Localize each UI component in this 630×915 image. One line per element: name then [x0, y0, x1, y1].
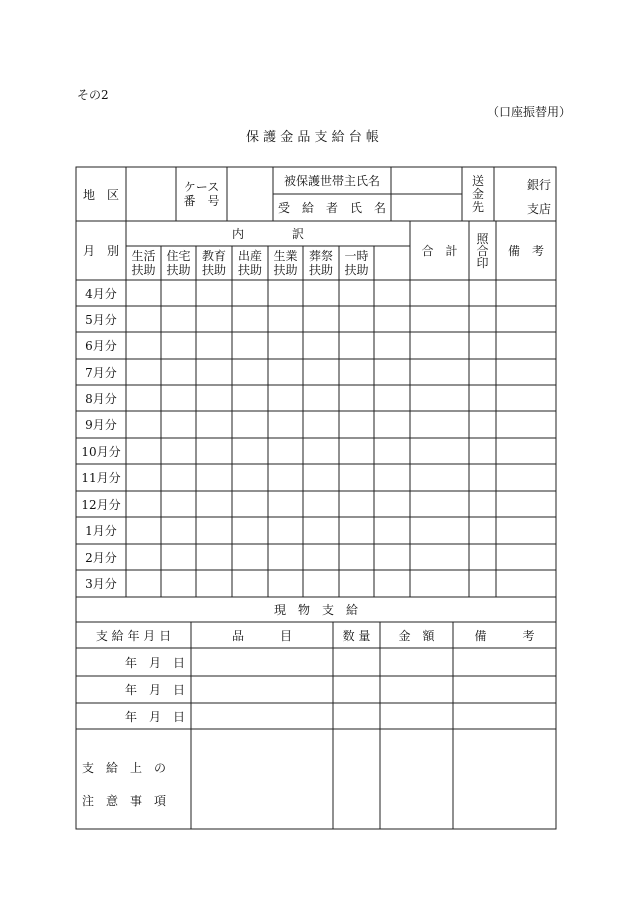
assistance-column-header: [232, 246, 268, 280]
column-header-line2: 扶助: [166, 263, 191, 277]
number-label: 番 号: [183, 194, 220, 208]
month-row-label: 6月分: [85, 339, 117, 353]
amount-header: 金 額: [398, 628, 435, 643]
assistance-column-header: [339, 246, 374, 280]
total-header: 合 計: [421, 244, 458, 258]
notes-label-line1: 支 給 上 の: [82, 761, 167, 775]
quantity-header: 数 量: [342, 628, 371, 643]
assistance-column-header: [126, 246, 161, 280]
assistance-column-header: [268, 246, 303, 280]
column-header-line1: 出産: [237, 249, 262, 263]
remarks-header: 備 考: [507, 244, 544, 258]
in-kind-date-cell: 年 月 日: [124, 709, 185, 724]
item-header: 品 目: [231, 628, 292, 643]
column-header-line2: 扶助: [273, 263, 298, 277]
month-row-label: 9月分: [85, 418, 117, 432]
account-transfer-note: （口座振替用）: [487, 105, 572, 119]
assistance-column-header: [161, 246, 196, 280]
month-row-label: 12月分: [81, 497, 121, 512]
column-header-line1: 教育: [201, 249, 226, 263]
bank-label: 銀行: [527, 178, 552, 192]
in-kind-date-cell: 年 月 日: [124, 655, 185, 670]
column-header-line1: 葬祭: [308, 249, 333, 263]
column-header-line1: 生業: [273, 249, 298, 263]
column-header-line2: 扶助: [131, 263, 156, 277]
month-row-label: 4月分: [85, 286, 117, 301]
column-header-line2: 扶助: [237, 263, 262, 277]
page-title: 保 護 金 品 支 給 台 帳: [246, 130, 379, 145]
district-label: 地 区: [82, 187, 119, 202]
case-number-label: [176, 167, 227, 221]
month-header: 月 別: [82, 244, 119, 258]
recipient-name-label: 受 給 者 氏 名: [277, 201, 386, 215]
notes-label-line2: 注 意 事 項: [82, 794, 167, 808]
column-header-line1: 住宅: [166, 249, 191, 263]
month-row-label: 1月分: [85, 524, 117, 538]
in-kind-date-cell: 年 月 日: [124, 683, 185, 697]
column-header-line2: 扶助: [344, 263, 369, 277]
in-kind-remarks-header: 備 考: [474, 628, 535, 643]
in-kind-title: 現 物 支 給: [273, 603, 358, 617]
month-row-label: 8月分: [85, 391, 117, 406]
month-row-label: 5月分: [85, 312, 117, 327]
form-number: その2: [77, 88, 109, 102]
remittance-label: 送金先: [472, 173, 485, 214]
check-seal-header: 照合印: [476, 231, 489, 270]
branch-label: 支店: [527, 202, 552, 216]
month-row-label: 10月分: [81, 444, 121, 459]
assistance-column-header: [303, 246, 339, 280]
column-header-line2: 扶助: [201, 263, 226, 277]
column-header-line1: 生活: [131, 249, 156, 263]
case-label: ケース: [183, 180, 220, 194]
column-header-line1: 一時: [344, 249, 369, 263]
month-row-label: 3月分: [85, 577, 117, 591]
date-header: 支 給 年 月 日: [95, 628, 172, 643]
month-row-label: 2月分: [85, 550, 117, 565]
breakdown-header: 内 訳: [231, 227, 304, 241]
assistance-column-header: [196, 246, 232, 280]
month-row-label: 11月分: [81, 471, 121, 485]
column-header-line2: 扶助: [308, 263, 333, 277]
householder-name-label: 被保護世帯主氏名: [283, 174, 380, 188]
month-row-label: 7月分: [85, 365, 117, 380]
